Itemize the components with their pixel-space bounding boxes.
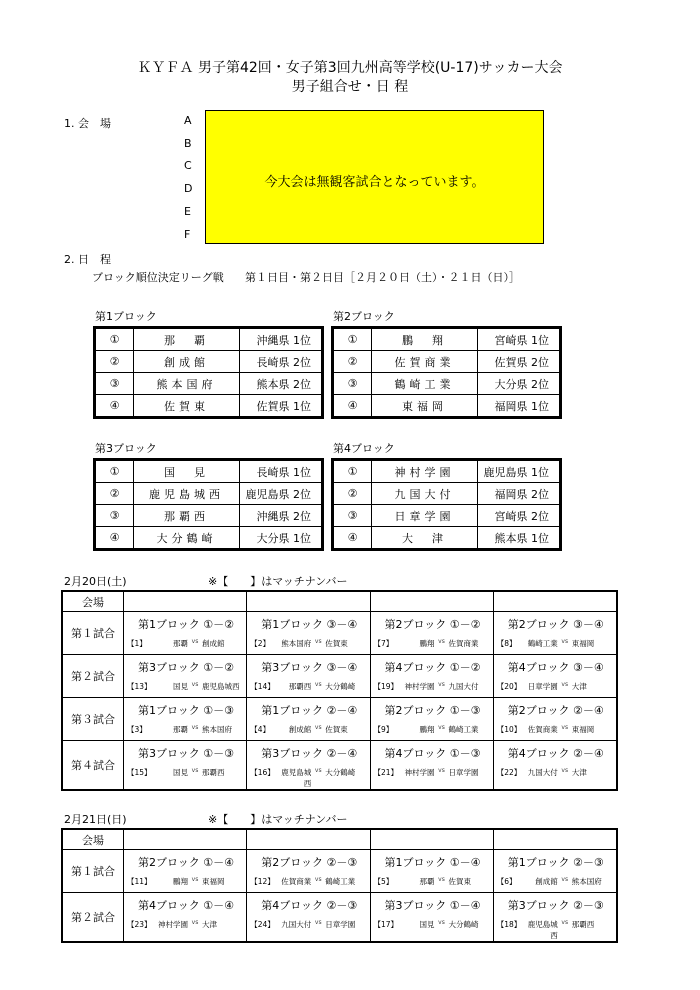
- vs-label: vs: [314, 767, 322, 774]
- venue-letter-f: F: [184, 228, 191, 241]
- away-team: 佐賀東: [448, 877, 471, 886]
- team-name: 神村学園: [372, 461, 478, 483]
- day1-date: 2月20日(土): [64, 575, 127, 588]
- league-label: ブロック順位決定リーグ戦: [92, 271, 224, 284]
- block-table: [93, 326, 324, 419]
- vs-label: vs: [314, 681, 322, 688]
- away-team: 熊本国府: [571, 877, 602, 886]
- team-seed: ④: [334, 395, 372, 417]
- match-number: 【11】: [127, 877, 152, 886]
- home-team: 国見: [419, 920, 435, 929]
- match-number: 【24】: [250, 920, 275, 929]
- vs-label: vs: [561, 919, 569, 926]
- team-name: 大 津: [372, 527, 478, 549]
- match-block: 第1ブロック ①－③: [138, 704, 234, 717]
- game-slot-row: [62, 850, 617, 893]
- match-block: 第3ブロック ①－③: [138, 747, 234, 760]
- away-team: 熊本国府: [202, 725, 232, 734]
- match-cell: [370, 893, 493, 943]
- block-team-row: [334, 505, 560, 527]
- team-seed: ①: [334, 461, 372, 483]
- away-team: 日章学園: [448, 768, 479, 777]
- team-seed: ①: [96, 329, 134, 351]
- home-team: 神村学園: [158, 920, 188, 929]
- block-table: [331, 326, 562, 419]
- away-team: 那覇西: [571, 920, 595, 929]
- team-seed: ③: [334, 505, 372, 527]
- vs-label: vs: [191, 638, 199, 645]
- match-cell: [124, 612, 247, 655]
- day2-note: ※【 】はマッチナンバー: [208, 813, 348, 826]
- day2-schedule: [61, 828, 618, 943]
- block-title: 第3ブロック: [95, 442, 157, 455]
- team-seed: ②: [96, 483, 134, 505]
- home-team: 那覇: [173, 725, 188, 734]
- no-spectators-notice: 今大会は無観客試合となっています。: [264, 175, 485, 190]
- team-prefecture-rank: 熊本県 2位: [240, 373, 322, 395]
- away-team: 九国大付: [448, 682, 479, 691]
- game-slot-row: [62, 612, 617, 655]
- day1-note: ※【 】はマッチナンバー: [208, 575, 348, 588]
- venue-header: 会場: [62, 591, 124, 612]
- away-team: 大分鶴崎: [448, 920, 479, 929]
- team-prefecture-rank: 沖縄県 1位: [240, 329, 322, 351]
- team-seed: ④: [96, 395, 134, 417]
- team-prefecture-rank: 福岡県 1位: [478, 395, 560, 417]
- match-number: 【17】: [373, 920, 399, 929]
- team-seed: ②: [334, 351, 372, 373]
- team-name: 九国大付: [372, 483, 478, 505]
- team-seed: ①: [334, 329, 372, 351]
- vs-label: vs: [561, 638, 569, 645]
- home-team: 那覇西: [288, 682, 312, 691]
- block-team-row: [96, 373, 322, 395]
- match-number: 【14】: [250, 682, 275, 691]
- match-cell: [247, 741, 370, 791]
- game-slot-label: 第２試合: [62, 655, 124, 698]
- match-cell: [124, 741, 247, 791]
- block-table: [93, 458, 324, 551]
- vs-label: vs: [438, 724, 445, 731]
- match-block: 第4ブロック ①－③: [384, 747, 481, 760]
- home-team: 佐賀商業: [281, 877, 312, 886]
- block-team-row: [96, 395, 322, 417]
- vs-label: vs: [314, 919, 322, 926]
- match-number: 【23】: [127, 920, 152, 929]
- away-team: 大津: [571, 682, 587, 691]
- team-seed: ④: [334, 527, 372, 549]
- team-seed: ③: [96, 373, 134, 395]
- match-number: 【13】: [127, 682, 152, 691]
- match-number: 【16】: [250, 768, 275, 777]
- team-name: 国 見: [134, 461, 240, 483]
- home-team: 那覇: [419, 877, 435, 886]
- vs-label: vs: [561, 767, 569, 774]
- away-team: 大分鶴崎: [325, 682, 356, 691]
- game-slot-label: 第４試合: [62, 741, 124, 791]
- away-team: 佐賀商業: [448, 639, 479, 648]
- match-block: 第2ブロック ①－②: [384, 618, 481, 631]
- match-number: 【9】: [373, 725, 394, 734]
- match-cell: [124, 655, 247, 698]
- away-team: 佐賀東: [325, 639, 348, 648]
- vs-label: vs: [561, 681, 569, 688]
- match-number: 【12】: [250, 877, 275, 886]
- vs-label: vs: [191, 681, 199, 688]
- block-table: [331, 458, 562, 551]
- match-block: 第2ブロック ②－③: [261, 856, 358, 869]
- match-number: 【10】: [496, 725, 522, 734]
- match-number: 【4】: [250, 725, 271, 734]
- match-number: 【5】: [373, 877, 394, 886]
- game-slot-label: 第３試合: [62, 698, 124, 741]
- away-team: 大津: [202, 920, 217, 929]
- vs-label: vs: [314, 638, 322, 645]
- home-team: 九国大付: [281, 920, 312, 929]
- match-number: 【8】: [496, 639, 517, 648]
- vs-label: vs: [191, 876, 199, 883]
- home-team: 鹿児島城西: [281, 768, 312, 788]
- team-name: 大分鶴崎: [134, 527, 240, 549]
- match-block: 第3ブロック ②－③: [507, 899, 604, 912]
- match-block: 第3ブロック ①－②: [138, 661, 234, 674]
- match-number: 【21】: [373, 768, 399, 777]
- match-cell: [247, 698, 370, 741]
- team-prefecture-rank: 佐賀県 2位: [478, 351, 560, 373]
- team-prefecture-rank: 鹿児島県 2位: [240, 483, 322, 505]
- day2-date: 2月21日(日): [64, 813, 127, 826]
- team-seed: ③: [96, 505, 134, 527]
- away-team: 鶴崎工業: [448, 725, 479, 734]
- match-number: 【6】: [496, 877, 517, 886]
- match-block: 第4ブロック ②－④: [507, 747, 604, 760]
- notice-box: [205, 110, 544, 244]
- vs-label: vs: [314, 724, 322, 731]
- block-team-row: [96, 461, 322, 483]
- home-team: 国見: [173, 682, 188, 691]
- team-name: 那 覇: [134, 329, 240, 351]
- page-subtitle: 男子組合せ・日 程: [291, 79, 409, 95]
- match-cell: [370, 741, 493, 791]
- block-team-row: [334, 483, 560, 505]
- match-block: 第1ブロック ②－④: [261, 704, 358, 717]
- match-cell: [493, 850, 617, 893]
- match-number: 【20】: [496, 682, 522, 691]
- home-team: 鵬翔: [173, 877, 188, 886]
- vs-label: vs: [191, 767, 199, 774]
- away-team: 東福岡: [571, 725, 595, 734]
- game-slot-label: 第２試合: [62, 893, 124, 943]
- team-prefecture-rank: 大分県 1位: [240, 527, 322, 549]
- match-block: 第1ブロック ②－③: [507, 856, 604, 869]
- match-cell: [247, 893, 370, 943]
- match-block: 第1ブロック ①－④: [384, 856, 481, 869]
- team-prefecture-rank: 鹿児島県 1位: [478, 461, 560, 483]
- match-cell: [370, 655, 493, 698]
- team-prefecture-rank: 佐賀県 1位: [240, 395, 322, 417]
- match-block: 第4ブロック ②－③: [261, 899, 358, 912]
- match-number: 【19】: [373, 682, 399, 691]
- match-cell: [370, 850, 493, 893]
- away-team: 大津: [571, 768, 587, 777]
- team-name: 佐賀商業: [372, 351, 478, 373]
- venue-letter-b: B: [184, 137, 192, 150]
- block-team-row: [96, 329, 322, 351]
- team-prefecture-rank: 大分県 2位: [478, 373, 560, 395]
- match-block: 第1ブロック ③－④: [261, 618, 358, 631]
- match-block: 第3ブロック ③－④: [261, 661, 358, 674]
- game-slot-row: [62, 698, 617, 741]
- league-days: 第１日目・第２日目［２月２０日（土）・２１日（日）］: [245, 271, 520, 284]
- home-team: 鶴崎工業: [527, 639, 558, 648]
- home-team: 九国大付: [527, 768, 558, 777]
- match-cell: [370, 612, 493, 655]
- game-slot-label: 第１試合: [62, 612, 124, 655]
- team-prefecture-rank: 福岡県 2位: [478, 483, 560, 505]
- page-title: ＫＹＦＡ 男子第42回・女子第3回九州高等学校(U-17)サッカー大会: [137, 60, 563, 76]
- vs-label: vs: [314, 876, 322, 883]
- team-name: 鵬 翔: [372, 329, 478, 351]
- team-prefecture-rank: 宮崎県 1位: [478, 329, 560, 351]
- team-prefecture-rank: 長崎県 2位: [240, 351, 322, 373]
- home-team: 日章学園: [527, 682, 558, 691]
- block-team-row: [96, 351, 322, 373]
- home-team: 熊本国府: [281, 639, 312, 648]
- match-cell: [247, 612, 370, 655]
- venue-header: 会場: [62, 829, 124, 850]
- match-number: 【1】: [127, 639, 147, 648]
- vs-label: vs: [191, 724, 199, 731]
- team-prefecture-rank: 熊本県 1位: [478, 527, 560, 549]
- team-seed: ④: [96, 527, 134, 549]
- home-team: 鹿児島城西: [527, 920, 558, 940]
- vs-label: vs: [438, 919, 445, 926]
- home-team: 神村学園: [404, 768, 435, 777]
- block-team-row: [96, 505, 322, 527]
- day1-schedule: [61, 590, 618, 791]
- away-team: 創成館: [202, 639, 225, 648]
- away-team: 東福岡: [571, 639, 595, 648]
- team-prefecture-rank: 宮崎県 2位: [478, 505, 560, 527]
- match-number: 【7】: [373, 639, 394, 648]
- match-cell: [124, 893, 247, 943]
- home-team: 佐賀商業: [527, 725, 558, 734]
- away-team: 佐賀東: [325, 725, 348, 734]
- match-block: 第2ブロック ①－④: [138, 856, 234, 869]
- block-team-row: [334, 527, 560, 549]
- venue-letter-e: E: [184, 205, 191, 218]
- team-name: 那覇西: [134, 505, 240, 527]
- venue-letter-d: D: [184, 182, 193, 195]
- match-block: 第2ブロック ②－④: [507, 704, 604, 717]
- home-team: 鵬翔: [419, 639, 435, 648]
- block-title: 第4ブロック: [333, 442, 395, 455]
- match-cell: [493, 612, 617, 655]
- home-team: 創成館: [535, 877, 558, 886]
- venue-letter-c: C: [184, 159, 192, 172]
- team-seed: ②: [96, 351, 134, 373]
- away-team: 那覇西: [202, 768, 225, 777]
- vs-label: vs: [438, 876, 445, 883]
- venue-letter-a: A: [184, 114, 192, 127]
- match-cell: [247, 850, 370, 893]
- match-cell: [493, 893, 617, 943]
- team-seed: ②: [334, 483, 372, 505]
- match-block: 第2ブロック ①－③: [384, 704, 481, 717]
- team-name: 東福岡: [372, 395, 478, 417]
- match-block: 第4ブロック ①－④: [138, 899, 234, 912]
- team-name: 日章学園: [372, 505, 478, 527]
- team-name: 創成館: [134, 351, 240, 373]
- away-team: 鶴崎工業: [325, 877, 356, 886]
- match-block: 第1ブロック ①－②: [138, 618, 234, 631]
- block-team-row: [334, 329, 560, 351]
- match-block: 第4ブロック ③－④: [507, 661, 604, 674]
- match-block: 第2ブロック ③－④: [507, 618, 604, 631]
- team-name: 鶴崎工業: [372, 373, 478, 395]
- match-cell: [493, 655, 617, 698]
- away-team: 東福岡: [202, 877, 225, 886]
- match-number: 【15】: [127, 768, 152, 777]
- home-team: 国見: [173, 768, 188, 777]
- home-team: 創成館: [288, 725, 312, 734]
- home-team: 鵬翔: [419, 725, 435, 734]
- block-team-row: [334, 351, 560, 373]
- team-seed: ①: [96, 461, 134, 483]
- block-title: 第2ブロック: [333, 310, 395, 323]
- team-name: 佐賀東: [134, 395, 240, 417]
- match-cell: [247, 655, 370, 698]
- vs-label: vs: [561, 876, 569, 883]
- vs-label: vs: [438, 681, 445, 688]
- match-block: 第3ブロック ②－④: [261, 747, 358, 760]
- block-team-row: [334, 373, 560, 395]
- match-block: 第4ブロック ①－②: [384, 661, 481, 674]
- team-name: 鹿児島城西: [134, 483, 240, 505]
- match-cell: [493, 698, 617, 741]
- vs-label: vs: [438, 638, 445, 645]
- match-number: 【22】: [496, 768, 522, 777]
- game-slot-label: 第１試合: [62, 850, 124, 893]
- match-number: 【3】: [127, 725, 147, 734]
- match-number: 【18】: [496, 920, 522, 929]
- away-team: 鹿児島城西: [202, 682, 240, 691]
- game-slot-row: [62, 741, 617, 791]
- match-cell: [124, 698, 247, 741]
- team-prefecture-rank: 長崎県 1位: [240, 461, 322, 483]
- block-team-row: [96, 527, 322, 549]
- away-team: 大分鶴崎: [325, 768, 356, 777]
- match-block: 第3ブロック ①－④: [384, 899, 481, 912]
- match-number: 【2】: [250, 639, 271, 648]
- team-name: 熊本国府: [134, 373, 240, 395]
- game-slot-row: [62, 655, 617, 698]
- home-team: 神村学園: [404, 682, 435, 691]
- away-team: 日章学園: [325, 920, 356, 929]
- vs-label: vs: [191, 919, 199, 926]
- vs-label: vs: [438, 767, 445, 774]
- block-team-row: [96, 483, 322, 505]
- block-team-row: [334, 461, 560, 483]
- game-slot-row: [62, 893, 617, 943]
- block-team-row: [334, 395, 560, 417]
- team-prefecture-rank: 沖縄県 2位: [240, 505, 322, 527]
- vs-label: vs: [561, 724, 569, 731]
- match-cell: [370, 698, 493, 741]
- venue-section-label: 1. 会 場: [64, 117, 111, 130]
- block-title: 第1ブロック: [95, 310, 157, 323]
- match-cell: [493, 741, 617, 791]
- team-seed: ③: [334, 373, 372, 395]
- home-team: 那覇: [173, 639, 188, 648]
- schedule-section-label: 2. 日 程: [64, 253, 111, 266]
- match-cell: [124, 850, 247, 893]
